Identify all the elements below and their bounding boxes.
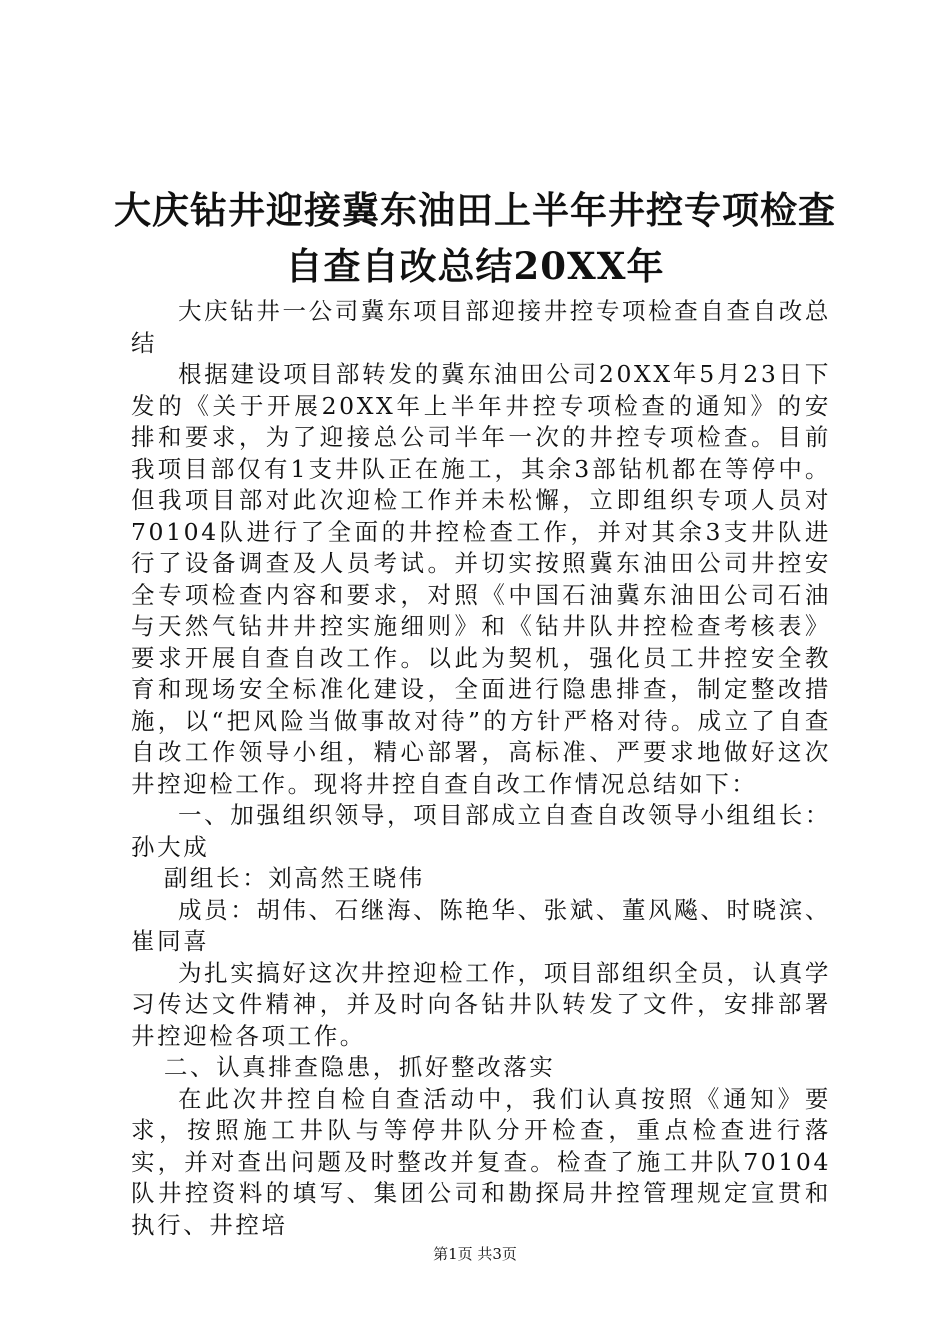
paragraph-members: 成员：胡伟、石继海、陈艳华、张斌、董风飚、时晓滨、崔同喜: [131, 895, 831, 955]
paragraph-intro: 根据建设项目部转发的冀东油田公司20XX年5月23日下发的《关于开展20XX年上半年井控专项检查的通知》的安排和要求，为了迎接总公司半年一次的井控专项检查。目前我项目部仅有1支井队正在施工，其余3部钻机都在等停中。但我项目部对此次迎检工作并未松懈，立即组织专项人员对70104队进行了全面的井控检查工作，并对其余3支井队进行了设备调查及人员考试。并切实按照冀东油田公司井控安全专项检查内容和要求，对照《中国石油冀东油田公司石油与天然气钻井井控实施细则》和《钻井队井控检查考核表》要求开展自查自改工作。以此为契机，强化员工井控安全教育和现场安全标准化建设，全面进行隐患排查，制定整改措施，以“把风险当做事故对待”的方针严格对待。成立了自查自改工作领导小组，精心部署，高标准、严要求地做好这次井控迎检工作。现将井控自查自改工作情况总结如下：: [131, 360, 831, 798]
document-body: [131, 296, 831, 1241]
paragraph-heading-line: 大庆钻井一公司冀东项目部迎接井控专项检查自查自改总结: [131, 297, 831, 357]
paragraph-organization: 为扎实搞好这次井控迎检工作，项目部组织全员，认真学习传达文件精神，并及时向各钻井队转发了文件，安排部署井控迎检各项工作。: [131, 958, 831, 1050]
paragraph-section-two: 二、认真排查隐患，抓好整改落实: [163, 1053, 556, 1081]
page-number-footer: 第1页 共3页: [433, 1245, 517, 1263]
paragraph-inspection: 在此次井控自检自查活动中，我们认真按照《通知》要求，按照施工井队与等停井队分开检查，重点检查进行落实，并对查出问题及时整改并复查。检查了施工井队70104队井控资料的填写、集团公司和勘探局井控管理规定宣贯和执行、井控培: [131, 1084, 831, 1239]
paragraph-deputy-leaders: 副组长：刘高然王晓伟: [163, 864, 425, 892]
document-title: 大庆钻井迎接冀东油田上半年井控专项检查自查自改总结20XX年: [114, 188, 836, 288]
paragraph-section-one: 一、加强组织领导，项目部成立自查自改领导小组组长：孙大成: [131, 801, 831, 861]
